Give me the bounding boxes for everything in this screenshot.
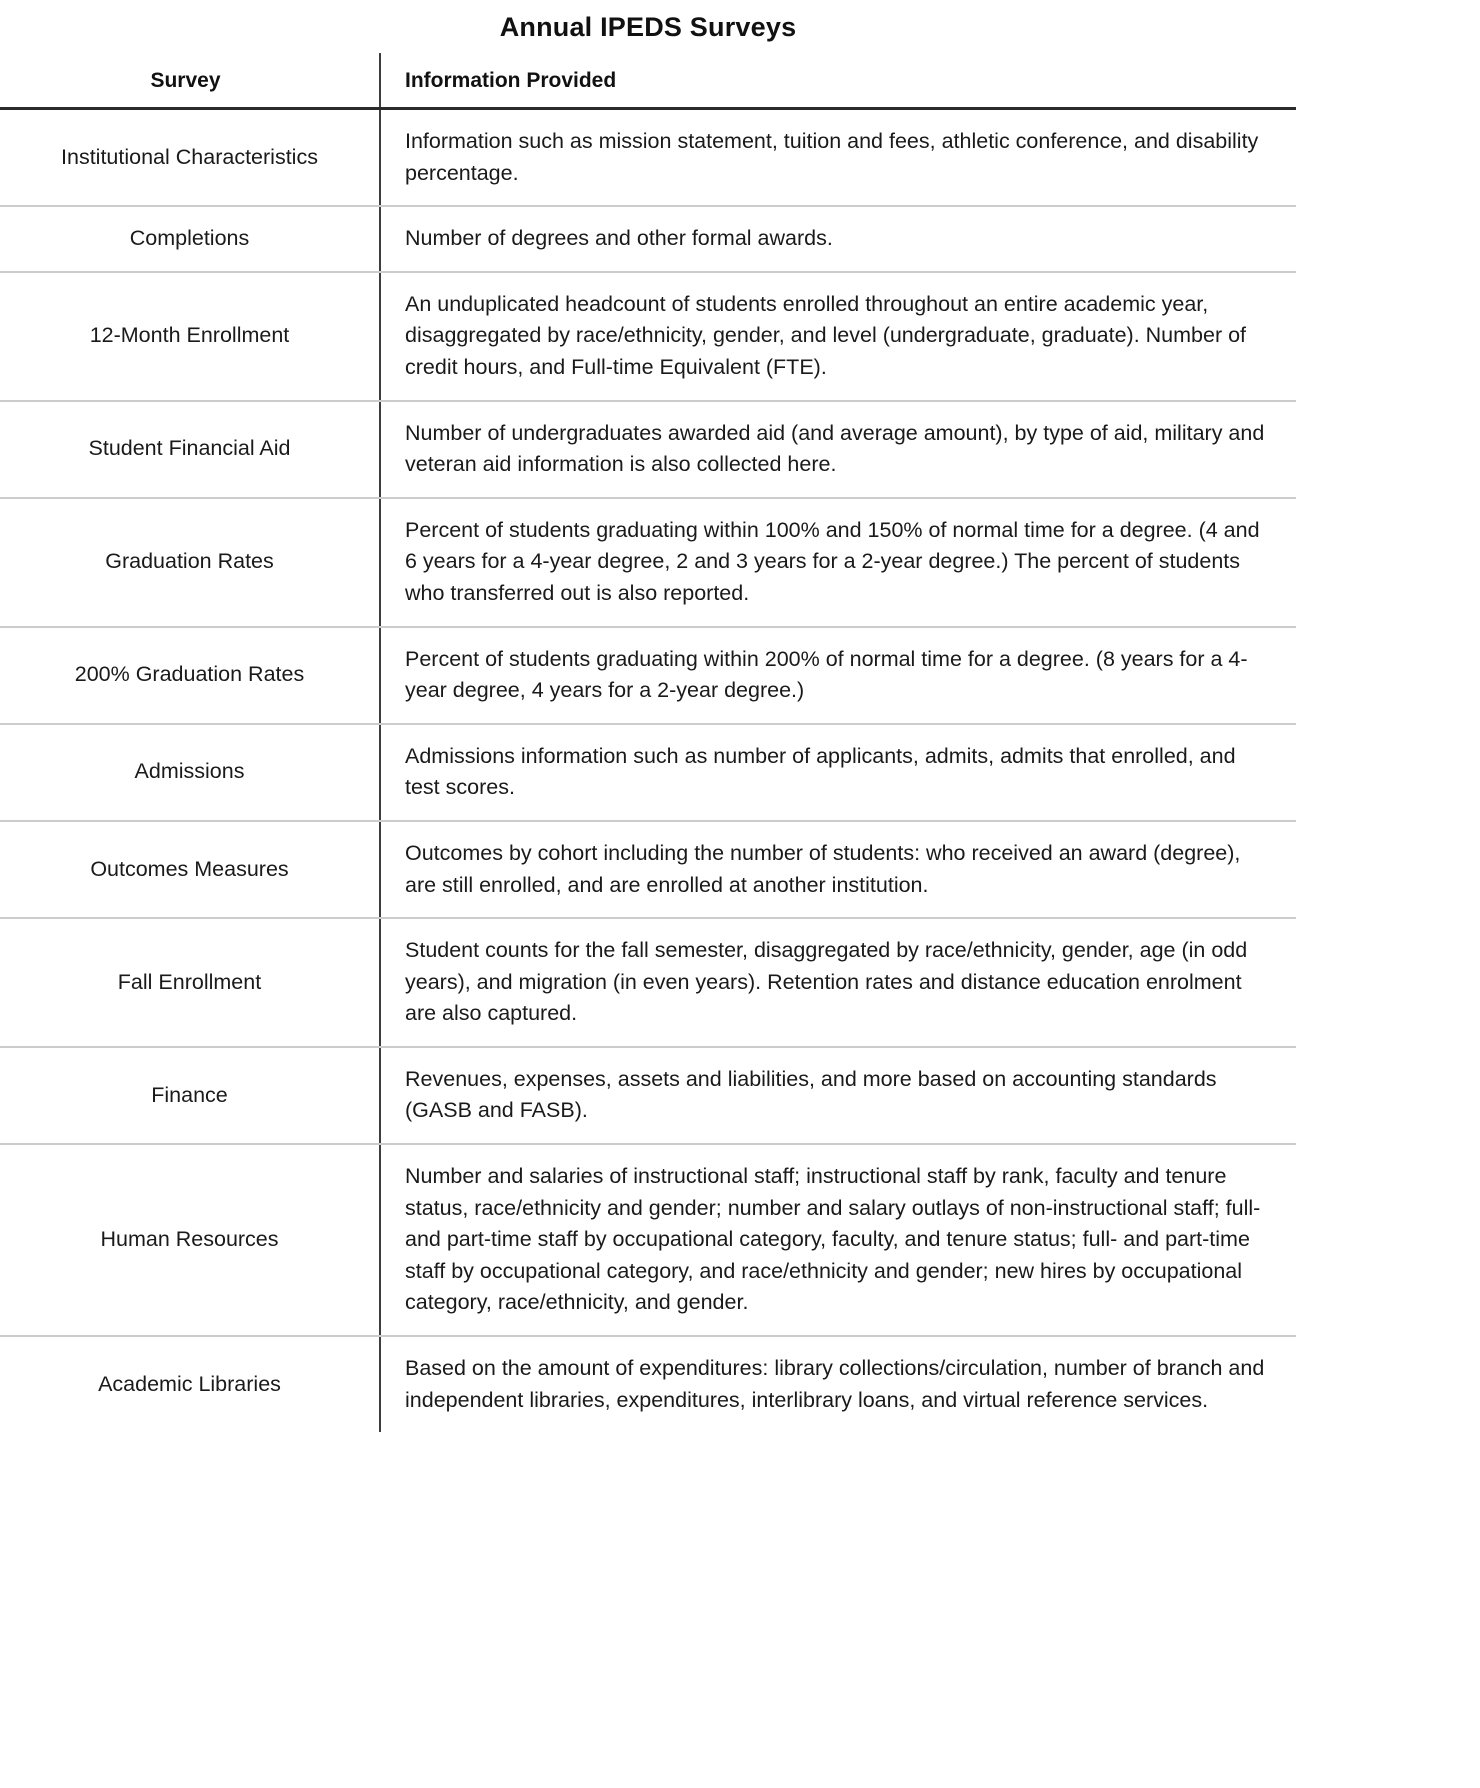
table-header-row	[0, 53, 1296, 109]
table-header	[0, 53, 1296, 109]
table-row	[0, 498, 1296, 627]
cell-survey-name: Institutional Characteristics	[0, 109, 380, 207]
cell-information-provided: Number of undergraduates awarded aid (and average amount), by type of aid, military and veteran aid information is also collected here.	[380, 401, 1296, 498]
cell-information-provided: Percent of students graduating within 200% of normal time for a degree. (8 years for a 4-year degree, 4 years for a 2-year degree.)	[380, 627, 1296, 724]
cell-information-provided: Number and salaries of instructional staff; instructional staff by rank, faculty and tenure status, race/ethnicity and gender; number and salary outlays of non-instructional staff; full- and part-time staff by occupational category, faculty, and tenure status; full- and part-time staff by occupational category, and race/ethnicity and gender; new hires by occupational category, race/ethnicity, and gender.	[380, 1144, 1296, 1336]
table-row	[0, 821, 1296, 918]
cell-information-provided: Admissions information such as number of applicants, admits, admits that enrolled, and test scores.	[380, 724, 1296, 821]
table-row	[0, 627, 1296, 724]
cell-information-provided: Number of degrees and other formal awards.	[380, 206, 1296, 272]
cell-information-provided: An unduplicated headcount of students enrolled throughout an entire academic year, disaggregated by race/ethnicity, gender, and level (undergraduate, graduate). Number of credit hours, and Full-time Equivalent (FTE).	[380, 272, 1296, 401]
cell-information-provided: Revenues, expenses, assets and liabilities, and more based on accounting standards (GASB and FASB).	[380, 1047, 1296, 1144]
cell-information-provided: Information such as mission statement, tuition and fees, athletic conference, and disability percentage.	[380, 109, 1296, 207]
cell-survey-name: 12-Month Enrollment	[0, 272, 380, 401]
cell-survey-name: Fall Enrollment	[0, 918, 380, 1047]
table-row	[0, 206, 1296, 272]
cell-survey-name: Outcomes Measures	[0, 821, 380, 918]
ipeds-surveys-table	[0, 53, 1296, 1432]
cell-information-provided: Percent of students graduating within 100% and 150% of normal time for a degree. (4 and 6 years for a 4-year degree, 2 and 3 years for a 2-year degree.) The percent of students who transferred out is also reported.	[380, 498, 1296, 627]
cell-information-provided: Based on the amount of expenditures: library collections/circulation, number of branch and independent libraries, expenditures, interlibrary loans, and virtual reference services.	[380, 1336, 1296, 1432]
cell-survey-name: Completions	[0, 206, 380, 272]
table-body	[0, 109, 1296, 1433]
table-row	[0, 918, 1296, 1047]
cell-information-provided: Student counts for the fall semester, disaggregated by race/ethnicity, gender, age (in odd years), and migration (in even years). Retention rates and distance education enrolment are also captured.	[380, 918, 1296, 1047]
column-header-information: Information Provided	[380, 53, 1296, 109]
table-row	[0, 724, 1296, 821]
table-row	[0, 1144, 1296, 1336]
cell-information-provided: Outcomes by cohort including the number of students: who received an award (degree), are still enrolled, and are enrolled at another institution.	[380, 821, 1296, 918]
cell-survey-name: Finance	[0, 1047, 380, 1144]
table-row	[0, 1047, 1296, 1144]
cell-survey-name: Student Financial Aid	[0, 401, 380, 498]
cell-survey-name: 200% Graduation Rates	[0, 627, 380, 724]
cell-survey-name: Academic Libraries	[0, 1336, 380, 1432]
cell-survey-name: Graduation Rates	[0, 498, 380, 627]
cell-survey-name: Admissions	[0, 724, 380, 821]
page-title: Annual IPEDS Surveys	[499, 12, 797, 42]
table-row	[0, 401, 1296, 498]
cell-survey-name: Human Resources	[0, 1144, 380, 1336]
table-row	[0, 272, 1296, 401]
table-row	[0, 1336, 1296, 1432]
column-header-survey: Survey	[0, 53, 380, 109]
table-row	[0, 109, 1296, 207]
